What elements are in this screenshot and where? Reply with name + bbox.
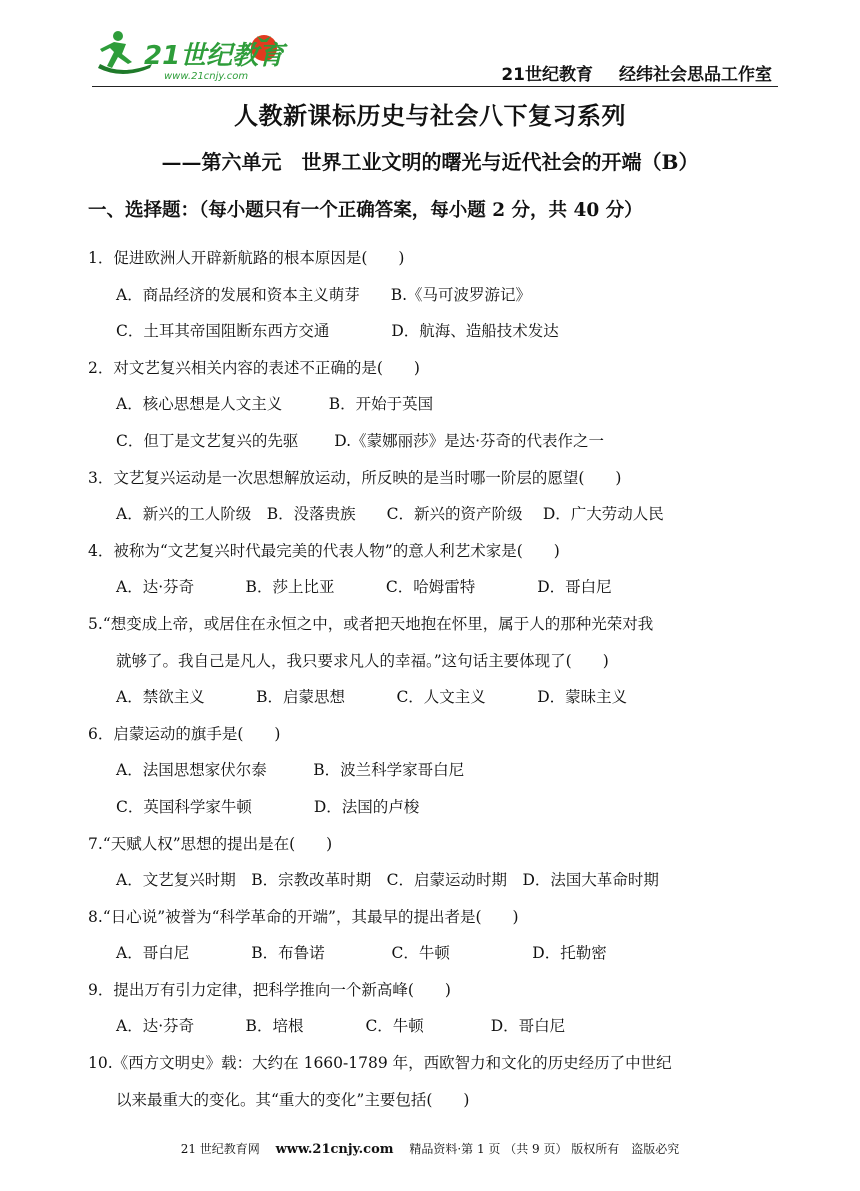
question-continuation: 就够了。我自己是凡人，我只要求凡人的幸福。”这句话主要体现了( ) (116, 651, 609, 670)
org-title (501, 60, 772, 85)
question-stem: 4．被称为“文艺复兴时代最完美的代表人物”的意人利艺术家是( ) (88, 541, 560, 560)
studio-name: 经纬社会思品工作室 (619, 65, 772, 85)
document-subtitle: ——第六单元 世界工业文明的曙光与近代社会的开端（B） (161, 150, 699, 174)
question-stem: 1．促进欧洲人开辟新航路的根本原因是( ) (88, 249, 405, 267)
answer-options: A．达·芬奇 B．莎上比亚 C．哈姆雷特 D．哥白尼 (116, 578, 612, 597)
answer-options: A．达·芬奇 B．培根 C．牛顿 D．哥白尼 (116, 1017, 566, 1036)
question-list (88, 240, 778, 1118)
question-stem: 8.“日心说”被誉为“科学革命的开端”，其最早的提出者是( ) (88, 907, 519, 926)
footer-site: www.21cnjy.com (275, 1142, 394, 1157)
question-stem: 2．对文艺复兴相关内容的表述不正确的是( ) (88, 358, 420, 377)
footer-prefix: 21 世纪教育网 (180, 1142, 260, 1156)
question-stem: 3．文艺复兴运动是一次思想解放运动，所反映的是当时哪一阶层的愿望( ) (88, 468, 622, 487)
page-header (0, 0, 860, 92)
question-continuation: 以来最重大的变化。其“重大的变化”主要包括( ) (116, 1090, 470, 1109)
site-logo (92, 24, 292, 86)
answer-options: A．禁欲主义 B．启蒙思想 C．人文主义 D．蒙昧主义 (116, 688, 628, 707)
answer-options: C．土耳其帝国阻断东西方交通 D．航海、造船技术发达 (116, 322, 559, 341)
question-stem: 10.《西方文明史》载：大约在 1660-1789 年，西欧智力和文化的历史经历了中世纪 (88, 1054, 672, 1073)
logo-url: www.21cnjy.com (164, 71, 249, 82)
question-stem: 7.“天赋人权”思想的提出是在( ) (88, 834, 333, 853)
header-divider (92, 86, 778, 87)
org-name: 21世纪教育 (501, 65, 593, 85)
answer-options: A．新兴的工人阶级 B．没落贵族 C．新兴的资产阶级 D．广大劳动人民 (116, 505, 664, 524)
answer-options: A．法国思想家伏尔泰 B．波兰科学家哥白尼 (116, 761, 465, 780)
answer-options: C．但丁是文艺复兴的先驱 D.《蒙娜丽莎》是达·芬奇的代表作之一 (116, 431, 605, 450)
question-stem: 6．启蒙运动的旗手是( ) (88, 724, 281, 743)
answer-options: A．商品经济的发展和资本主义萌芽 B.《马可波罗游记》 (116, 285, 532, 304)
logo-text: 21世纪教育 (144, 41, 285, 71)
section-heading: 一、选择题：（每小题只有一个正确答案，每小题 2 分，共 40 分） (88, 200, 643, 221)
footer-suffix: 精品资料·第 1 页 （共 9 页） 版权所有 盗版必究 (409, 1142, 680, 1156)
answer-options: A．哥白尼 B．布鲁诺 C．牛顿 D．托勒密 (116, 944, 607, 963)
page-footer (0, 1140, 860, 1157)
answer-options: A．文艺复兴时期 B．宗教改革时期 C．启蒙运动时期 D．法国大革命时期 (116, 871, 659, 890)
answer-options: A．核心思想是人文主义 B．开始于英国 (116, 395, 434, 414)
question-stem: 9．提出万有引力定律，把科学推向一个新高峰( ) (88, 980, 451, 999)
answer-options: C．英国科学家牛顿 D．法国的卢梭 (116, 797, 420, 816)
question-stem: 5.“想变成上帝，或居住在永恒之中，或者把天地抱在怀里，属于人的那种光荣对我 (88, 614, 654, 633)
document-title: 人教新课标历史与社会八下复习系列 (234, 101, 626, 130)
